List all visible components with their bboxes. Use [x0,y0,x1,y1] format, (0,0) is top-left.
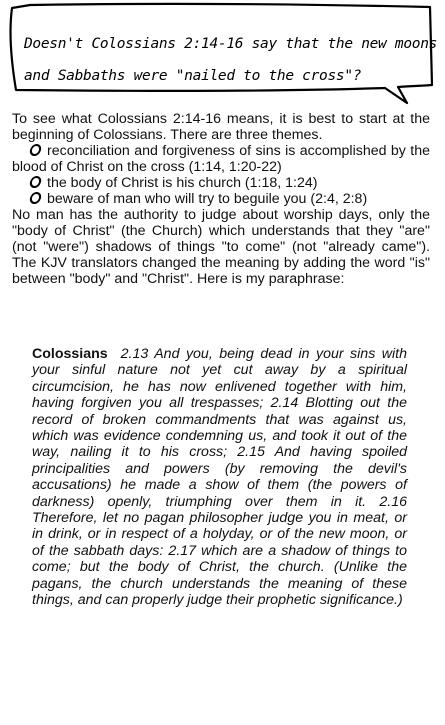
intro-closing: No man has the authority to judge about worship days, only the "body of Christ" (the Church) which understands that they "are" (not "were") shadows of things "to come" (not "already came"). The KJV translators changed the meaning by adding the word "is" between "body" and "Christ". Here is my paraphrase: [12,207,430,287]
paraphrase-block [32,346,407,609]
theme-text: reconciliation and forgiveness of sins is accomplished by the blood of Christ on the cross (1:14, 1:20-22) [12,143,430,175]
circle-bullet-icon [29,176,43,188]
theme-text: beware of man who will try to beguile you (2:4, 2:8) [47,191,368,207]
theme-item [12,175,430,191]
callout-line-2: and Sabbaths were "nailed to the cross"? [24,68,362,84]
theme-item [12,143,430,175]
paraphrase-book: Colossians [32,346,108,362]
callout-line-1: Doesn't Colossians 2:14-16 say that the new moons [24,36,438,52]
intro-opening: To see what Colossians 2:14-16 means, it is best to start at the beginning of Colossians. There are three themes. [12,111,430,143]
callout-question [24,28,438,92]
theme-text: the body of Christ is his church (1:18, 1:24) [47,175,318,191]
theme-item [12,191,430,207]
paraphrase-text: 2.13 And you, being dead in your sins with your sinful nature not yet cut away by a spiritual circumcision, he has now enlivened together with him, having forgiven you all trespasses; 2.14 Blotting out the record of broken commandments that was against us, which was evidence condemning us, and took it out of the way, nailing it to his cross; 2.15 And having spoiled principalities and powers (by removing the devil's accusations) he made a show of them (the powers of darkness) openly, triumphing over them in it. 2.16 Therefore, let no pagan philosopher judge you in meat, or in drink, or in respect of a holyday, or of the new moon, or of the sabbath days: 2.17 which are a shadow of things to come; but the body of Christ, the church. (Unlike the pagans, the church understands the meaning of these things, and can properly judge their prophetic significance.) [32,346,407,609]
circle-bullet-icon [29,192,43,204]
intro-section [12,111,430,287]
circle-bullet-icon [29,144,43,156]
